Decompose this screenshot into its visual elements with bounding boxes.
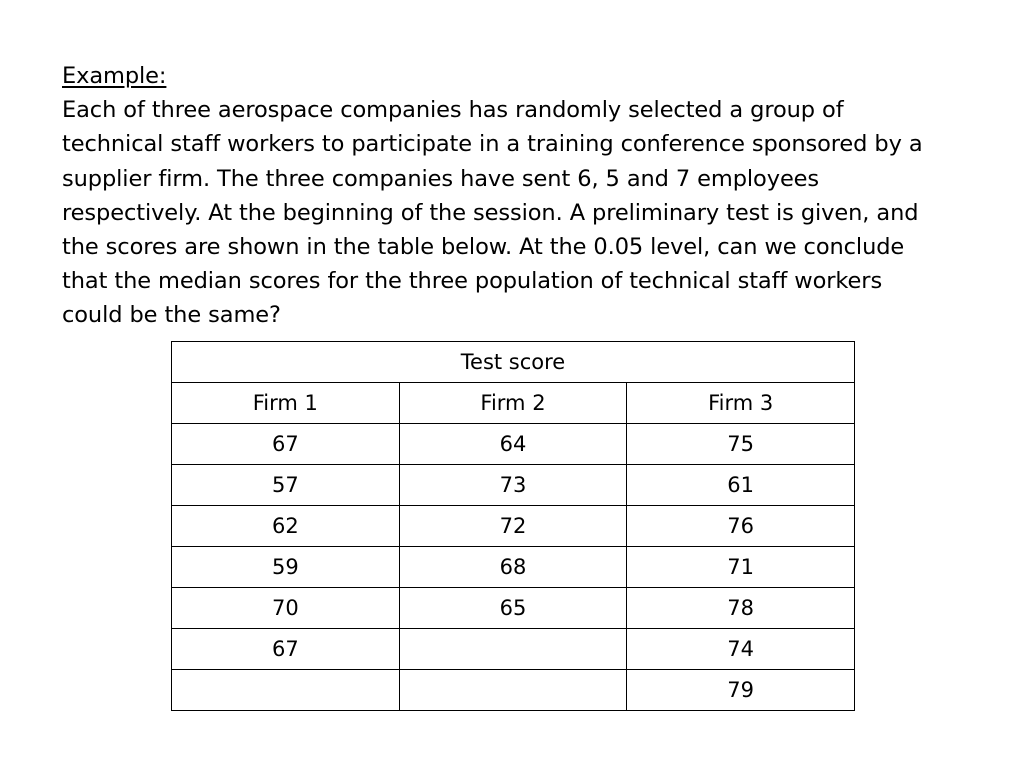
table-cell: 68 bbox=[399, 547, 627, 588]
problem-line: respectively. At the beginning of the session. A preliminary test is given, and bbox=[62, 199, 919, 226]
table-row bbox=[172, 547, 855, 588]
table-row bbox=[172, 506, 855, 547]
table-cell bbox=[172, 670, 400, 711]
problem-line: that the median scores for the three population of technical staff workers bbox=[62, 268, 883, 295]
table-cell: 79 bbox=[627, 670, 855, 711]
table-header-row bbox=[172, 383, 855, 424]
table-row bbox=[172, 465, 855, 506]
table-cell bbox=[399, 670, 627, 711]
table-cell: 62 bbox=[172, 506, 400, 547]
table-cell: 67 bbox=[172, 424, 400, 465]
problem-line: supplier firm. The three companies have sent 6, 5 and 7 employees bbox=[62, 165, 820, 192]
table-cell: 75 bbox=[627, 424, 855, 465]
table-row bbox=[172, 424, 855, 465]
table-row bbox=[172, 588, 855, 629]
column-header-firm-2: Firm 2 bbox=[399, 383, 627, 424]
table-cell: 61 bbox=[627, 465, 855, 506]
table-cell: 65 bbox=[399, 588, 627, 629]
test-score-table bbox=[171, 341, 855, 711]
table-caption-row bbox=[172, 342, 855, 383]
table-cell: 64 bbox=[399, 424, 627, 465]
table-cell: 71 bbox=[627, 547, 855, 588]
table-cell: 76 bbox=[627, 506, 855, 547]
problem-line: could be the same? bbox=[62, 302, 281, 329]
table-row bbox=[172, 629, 855, 670]
problem-line: the scores are shown in the table below. At the 0.05 level, can we conclude bbox=[62, 234, 905, 261]
table-cell: 78 bbox=[627, 588, 855, 629]
table-cell: 57 bbox=[172, 465, 400, 506]
column-header-firm-3: Firm 3 bbox=[627, 383, 855, 424]
table-row bbox=[172, 670, 855, 711]
table-cell: 73 bbox=[399, 465, 627, 506]
table-cell: 72 bbox=[399, 506, 627, 547]
problem-line: technical staff workers to participate in a training conference sponsored by a bbox=[62, 131, 923, 158]
column-header-firm-1: Firm 1 bbox=[172, 383, 400, 424]
table-cell: 70 bbox=[172, 588, 400, 629]
table-cell: 67 bbox=[172, 629, 400, 670]
table-cell: 59 bbox=[172, 547, 400, 588]
table-cell: 74 bbox=[627, 629, 855, 670]
table-caption: Test score bbox=[172, 342, 855, 383]
problem-line: Each of three aerospace companies has randomly selected a group of bbox=[62, 97, 844, 124]
example-heading: Example: bbox=[62, 63, 167, 89]
table-cell bbox=[399, 629, 627, 670]
example-text bbox=[62, 59, 962, 333]
